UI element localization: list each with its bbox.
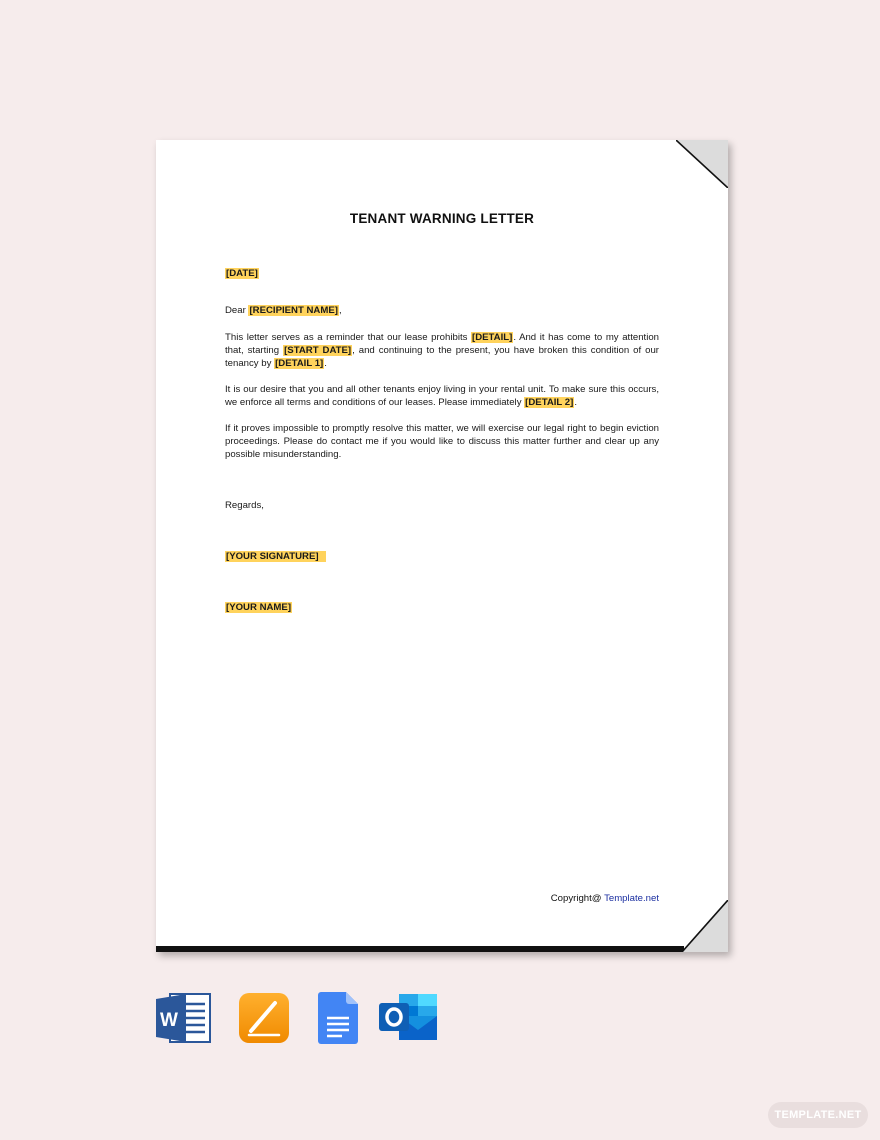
copyright-link[interactable]: Template.net: [604, 893, 659, 904]
p1-text-c: , and continuing to the present, you have broken this condition of our tenancy by: [225, 345, 659, 369]
recipient-placeholder[interactable]: [RECIPIENT NAME]: [249, 305, 338, 316]
paragraph-1: [225, 331, 659, 370]
document-page: [156, 140, 728, 952]
page-bottom-bar: [156, 946, 684, 952]
date-line: [225, 267, 659, 280]
copyright-line: [551, 893, 659, 904]
p2-text-a: It is our desire that you and all other tenants enjoy living in your rental unit. To make sure this occurs, we enforce all terms and conditions of our leases. Please immediately: [225, 384, 659, 408]
paragraph-3: If it proves impossible to promptly resolve this matter, we will exercise our legal right to begin eviction proceedings. Please do contact me if you would like to discuss this matter further and clear up any possible misunderstanding.: [225, 423, 659, 460]
page-corner-fold-top: [676, 140, 728, 188]
name-placeholder[interactable]: [YOUR NAME]: [226, 602, 292, 613]
copyright-label: Copyright@: [550, 893, 602, 904]
word-icon[interactable]: [156, 992, 212, 1044]
google-docs-icon[interactable]: [318, 992, 358, 1044]
salutation-line: Dear [RECIPIENT NAME],: [225, 305, 342, 316]
outlook-icon[interactable]: [379, 992, 439, 1042]
p2-text-b: .: [574, 397, 577, 408]
letter-title: TENANT WARNING LETTER: [349, 211, 535, 226]
detail-placeholder[interactable]: [DETAIL]: [472, 332, 513, 343]
detail-1-placeholder[interactable]: [DETAIL 1]: [275, 358, 324, 369]
page-corner-fold-bottom: [682, 900, 728, 952]
date-placeholder[interactable]: [DATE]: [226, 268, 258, 279]
signature-line: [225, 550, 659, 563]
signature-placeholder[interactable]: [YOUR SIGNATURE]: [225, 551, 326, 562]
svg-text:W: W: [160, 1010, 178, 1031]
start-date-placeholder[interactable]: [START DATE]: [284, 345, 352, 356]
closing: Regards,: [225, 500, 264, 511]
p1-text-a: This letter serves as a reminder that our lease prohibits: [225, 332, 468, 343]
p1-text-d: .: [324, 358, 327, 369]
pages-icon[interactable]: [239, 993, 289, 1043]
paragraph-2: [225, 383, 659, 409]
name-line: [225, 601, 659, 614]
detail-2-placeholder[interactable]: [DETAIL 2]: [525, 397, 574, 408]
watermark-badge: TEMPLATE.NET: [768, 1102, 868, 1128]
p1-text-b: . And it has come to my attention that, starting: [225, 332, 660, 356]
salutation: Dear: [225, 305, 246, 316]
